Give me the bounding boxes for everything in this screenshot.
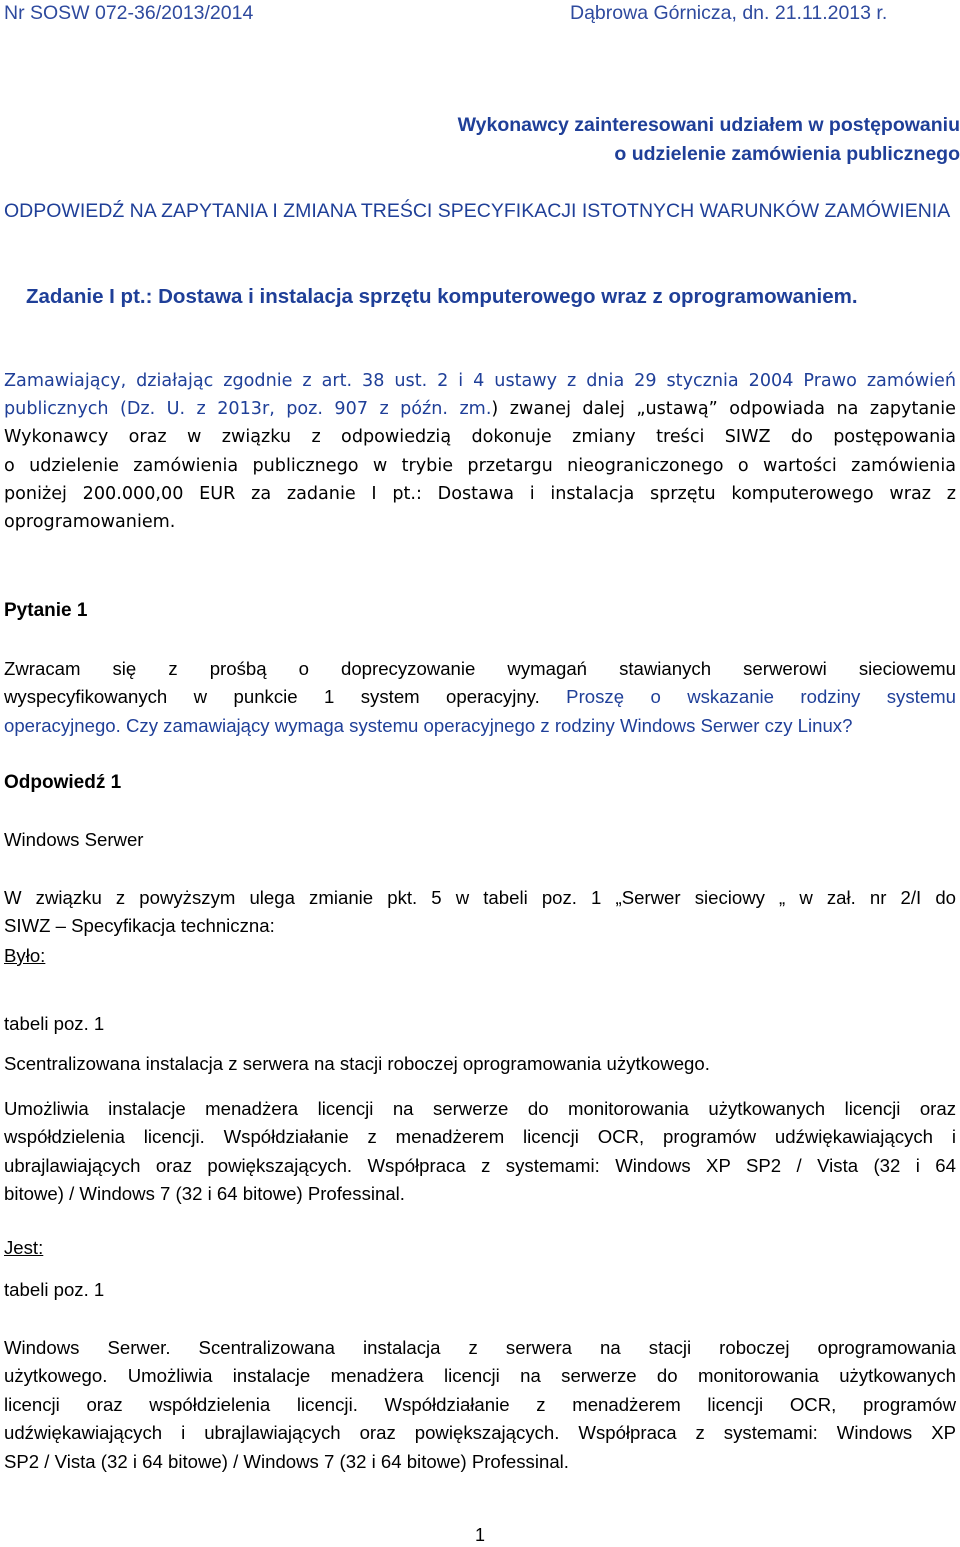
intro-line-4: o udzielenie zamówienia publicznego w trybie przetargu nieograniczonego o wartości zamówienia: [4, 455, 956, 476]
question-heading: Pytanie 1: [4, 600, 88, 621]
document-main-heading: ODPOWIEDŹ NA ZAPYTANIA I ZMIANA TREŚCI SPECYFIKACJI ISTOTNYCH WARUNKÓW ZAMÓWIENIA: [4, 200, 951, 222]
change-notice: [4, 884, 956, 941]
question-line-3-b: Czy zamawiający wymaga systemu operacyjnego z rodziny Windows Serwer czy Linux?: [120, 714, 853, 736]
intro-paragraph: [4, 367, 956, 536]
intro-line-3: Wykonawcy oraz w związku z odpowiedzią dokonuje zmiany treści SIWZ do postępowania: [4, 427, 956, 448]
after-line-2: użytkowego. Umożliwia instalacje menadżera licencji na serwerze do monitorowania użytkowanych: [4, 1365, 956, 1387]
question-line-1: Zwracam się z prośbą o doprecyzowanie wymagań stawianych serwerowi sieciowemu: [4, 658, 956, 679]
place-and-date: Dąbrowa Górnicza, dn. 21.11.2013 r.: [570, 2, 888, 24]
after-paragraph: [4, 1334, 956, 1476]
intro-line-5: poniżej 200.000,00 EUR za zadanie I pt.: Dostawa i instalacja sprzętu komputerowego wraz z: [4, 483, 956, 504]
question-line-2: [4, 683, 956, 711]
before-p2-line-1: Umożliwia instalacje menadżera licencji na serwerze do monitorowania użytkowanych licencji oraz: [4, 1098, 956, 1119]
after-label: Jest:: [4, 1237, 44, 1258]
before-table-ref: tabeli poz. 1: [4, 1013, 105, 1034]
before-p2-line-4: bitowe) / Windows 7 (32 i 64 bitowe) Professinal.: [4, 1183, 405, 1205]
after-line-4: udźwiękawiających i ubrajlawiających oraz powiększających. Współpraca z systemami: Windows XP: [4, 1422, 956, 1444]
change-notice-line-1: W związku z powyższym ulega zmianie pkt. 5 w tabeli poz. 1 „Serwer sieciowy „ w zał. nr 2/I do: [4, 887, 956, 908]
question-text: [4, 655, 956, 740]
change-notice-line-2: SIWZ – Specyfikacja techniczna:: [4, 915, 275, 937]
intro-line-2-rest: ) zwanej dalej „ustawą” odpowiada na zapytanie: [491, 399, 956, 420]
intro-line-1: Zamawiający, działając zgodnie z art. 38 ust. 2 i 4 ustawy z dnia 29 stycznia 2004 Prawo zamówień: [4, 371, 956, 391]
document-reference-number: Nr SOSW 072-36/2013/2014: [4, 2, 254, 24]
after-line-1: Windows Serwer. Scentralizowana instalacja z serwera na stacji roboczej oprogramowania: [4, 1337, 956, 1358]
question-line-2-b: Proszę o wskazanie rodziny systemu: [539, 686, 956, 708]
answer-text: Windows Serwer: [4, 829, 144, 850]
intro-line-2: [4, 395, 956, 423]
question-line-3: [4, 712, 956, 740]
after-line-5: SP2 / Vista (32 i 64 bitowe) / Windows 7 (32 i 64 bitowe) Professinal.: [4, 1450, 569, 1472]
task-title: Zadanie I pt.: Dostawa i instalacja sprzętu komputerowego wraz z oprogramowaniem.: [26, 285, 858, 308]
page-number: 1: [474, 1525, 485, 1545]
before-line-1: Scentralizowana instalacja z serwera na stacji roboczej oprogramowania użytkowego.: [4, 1053, 710, 1074]
before-p2-line-2: współdzielenia licencji. Współdziałanie z menadżerem licencji OCR, programów udźwiękawiających i: [4, 1126, 956, 1148]
intro-line-6: oprogramowaniem.: [4, 512, 176, 533]
after-table-ref: tabeli poz. 1: [4, 1279, 105, 1300]
after-line-3: licencji oraz współdzielenia licencji. Współdziałanie z menadżerem licencji OCR, programów: [4, 1393, 956, 1415]
question-line-3-a: operacyjnego.: [4, 714, 121, 736]
before-label: Było:: [4, 945, 46, 966]
question-line-2-a: wyspecyfikowanych w punkcie 1 system operacyjny.: [4, 686, 540, 708]
intro-line-2-legal-ref: publicznych (Dz. U. z 2013r, poz. 907 z późn. zm.: [4, 399, 492, 420]
before-paragraph: [4, 1095, 956, 1209]
recipient-line-2: o udzielenie zamówienia publicznego: [614, 143, 960, 165]
answer-heading: Odpowiedź 1: [4, 772, 122, 793]
before-p2-line-3: ubrajlawiających oraz powiększających. Współpraca z systemami: Windows XP SP2 / Vista (32 i 64: [4, 1154, 956, 1176]
recipient-line-1: Wykonawcy zainteresowani udziałem w postępowaniu: [457, 114, 960, 136]
